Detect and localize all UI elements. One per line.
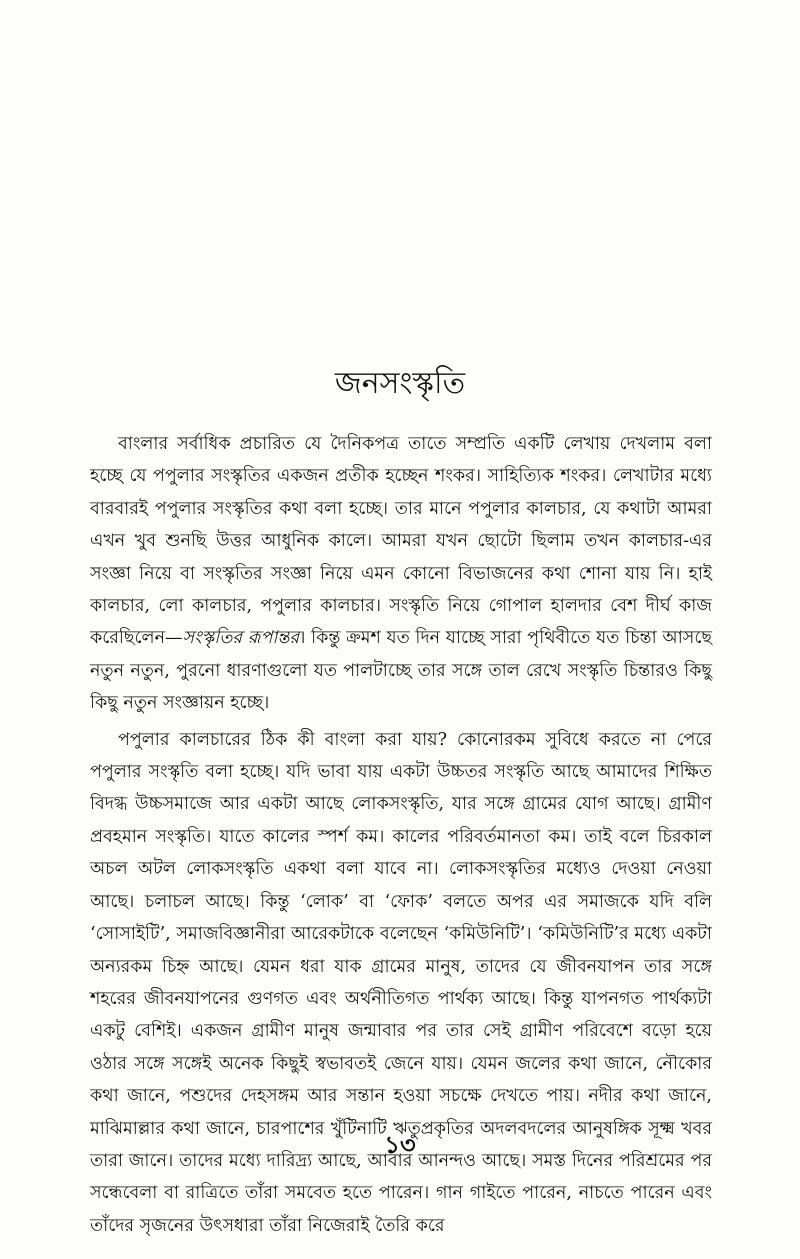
- chapter-title: জনসংস্কৃতি: [334, 366, 466, 401]
- page-number: ১৩: [384, 1130, 416, 1159]
- paragraph-1: [90, 428, 712, 720]
- paragraph-1-text-b: । কিন্তু ক্রমশ যত দিন যাচ্ছে সারা পৃথিবীতে যত চিন্তা আসছে নতুন নতুন, পুরনো ধারণাগুলো যত পালটাচ্ছে তার সঙ্গে তাল রেখে সংস্কৃতি চিন্তারও কিছু কিছু নতুন সংজ্ঞায়ন হচ্ছে।: [90, 628, 712, 714]
- paragraph-1-text-a: বাংলার সর্বাধিক প্রচারিত যে দৈনিকপত্র তাতে সম্প্রতি একটি লেখায় দেখলাম বলা হচ্ছে যে পপুলার সংস্কৃতির একজন প্রতীক হচ্ছেন শংকর। সাহিত্যিক শংকর। লেখাটার মধ্যে বারবারই পপুলার সংস্কৃতির কথা বলা হচ্ছে। তার মানে পপুলার কালচার, যে কথাটা আমরা এখন খুব শুনছি উত্তর আধুনিক কালে। আমরা যখন ছোটো ছিলাম তখন কালচার-এর সংজ্ঞা নিয়ে বা সংস্কৃতির সংজ্ঞা নিয়ে এমন কোনো বিভাজনের কথা শোনা যায় নি। হাই কালচার, লো কালচার, পপুলার কালচার। সংস্কৃতি নিয়ে গোপাল হালদার বেশ দীর্ঘ কাজ করেছিলেন—: [90, 434, 712, 649]
- body-text: [90, 428, 712, 1242]
- paragraph-2: পপুলার কালচারের ঠিক কী বাংলা করা যায়? কোনোরকম সুবিধে করতে না পেরে পপুলার সংস্কৃতি বলা হচ্ছে। যদি ভাবা যায় একটা উচ্চতর সংস্কৃতি আছে আমাদের শিক্ষিত বিদগ্ধ উচ্চসমাজে আর একটা আছে লোকসংস্কৃতি, যার সঙ্গে গ্রামের যোগ আছে। গ্রামীণ প্রবহমান সংস্কৃতি। যাতে কালের স্পর্শ কম। কালের পরিবর্তমানতা কম। তাই বলে চিরকাল অচল অটল লোকসংস্কৃতি একথা বলা যাবে না। লোকসংস্কৃতির মধ্যেও দেওয়া নেওয়া আছে। চলাচল আছে। কিন্তু ‘লোক’ বা ‘ফোক’ বলতে অপর এর সমাজকে যদি বলি ‘সোসাইটি’, সমাজবিজ্ঞানীরা আরেকটাকে বলেছেন ‘কমিউনিটি’। ‘কমিউনিটি’র মধ্যে একটা অন্যরকম চিহ্ন আছে। যেমন ধরা যাক গ্রামের মানুষ, তাদের যে জীবনযাপন তার সঙ্গে শহরের জীবনযাপনের গুণগত এবং অর্থনীতিগত পার্থক্য আছে। কিন্তু যাপনগত পার্থক্যটা একটু বেশিই। একজন গ্রামীণ মানুষ জন্মাবার পর তার সেই গ্রামীণ পরিবেশে বড়ো হয়ে ওঠার সঙ্গে সঙ্গেই অনেক কিছুই স্বভাবতই জেনে যায়। যেমন জলের কথা জানে, নৌকোর কথা জানে, পশুদের দেহসঙ্গম আর সন্তান হওয়া সচক্ষে দেখতে পায়। নদীর কথা জানে, মাঝিমাল্লার কথা জানে, চারপাশের খুঁটিনাটি ঋতুপ্রকৃতির অদলবদলের আনুষঙ্গিক সূক্ষ্ম খবর তারা জানে। তাদের মধ্যে দারিদ্র্য আছে, আবার আনন্দও আছে। সমস্ত দিনের পরিশ্রমের পর সন্ধেবেলা বা রাত্রিতে তাঁরা সমবেত হতে পারেন। গান গাইতে পারেন, নাচতে পারেন এবং তাঁদের সৃজনের উৎসধারা তাঁরা নিজেরাই তৈরি করে: [90, 729, 712, 1236]
- book-title-italic: সংস্কৃতির রূপান্তর: [182, 628, 300, 649]
